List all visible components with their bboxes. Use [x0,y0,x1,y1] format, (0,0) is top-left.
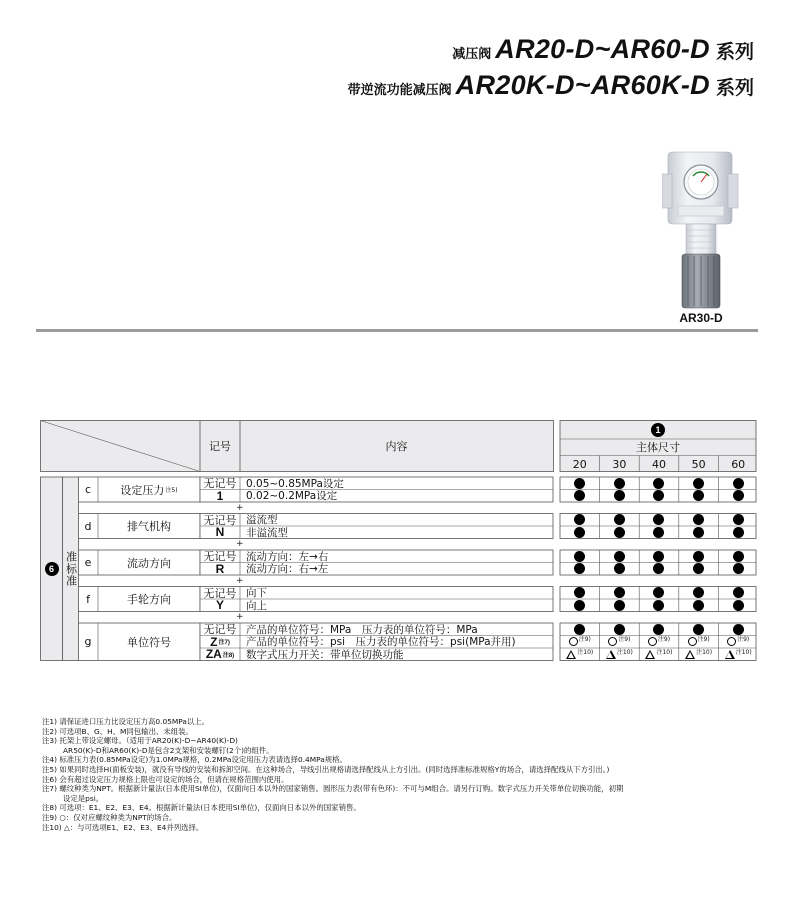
header-size-label: 60 [731,457,746,471]
filled-circle-icon [574,527,585,538]
filled-circle-icon [653,478,664,489]
option-description-text: 流动方向：右→左 [246,563,329,576]
footnote: 注7) 螺纹种类为NPT。根据新计量法(日本使用SI单位)，仅面向日本以外的国家销售。圆形压力表(带有色环)：不可与M组合。请另行订购。数字式压力开关带单位切换功能，初期 [42,784,624,794]
option-symbol-text: 无记号 [203,478,237,491]
option-description-text: 数字式压力开关：带单位切换功能 [246,648,404,661]
option-symbol-text: Z [210,634,218,649]
title-2-model: AR20K-D~AR60K-D [455,70,710,100]
option-symbol [200,490,240,503]
filled-circle-icon [614,527,625,538]
availability-note: 注9) [737,636,750,644]
row-letter-text: c [84,483,92,496]
availability-60 [718,648,758,661]
option-symbol-text: R [215,561,225,576]
row-name-text: 流动方向 [127,556,171,570]
availability-50 [679,563,719,576]
filled-circle-icon [693,490,704,501]
filled-circle-icon [733,563,744,574]
product-image [662,150,740,312]
footnote: 注6) 会有超过设定压力规格上限也可设定的场合，但请在规格范围内使用。 [42,774,289,784]
option-symbol [200,587,240,600]
availability-30 [600,648,640,661]
availability-note: 注9) [657,636,671,644]
title-1-suffix: 系列 [715,41,754,63]
option-symbol [200,550,240,563]
availability-40 [639,563,679,576]
header-size-30 [600,456,640,472]
filled-circle-icon [733,490,744,501]
filled-circle-icon [653,600,664,611]
header-size-label: 40 [651,457,666,471]
availability-60 [718,526,758,539]
footnote: 注2) 可选项B、G、H、M同包输出、未组装。 [42,726,193,736]
availability-50 [679,490,719,503]
filled-circle-icon [614,490,625,501]
option-description-text: 流动方向：左→右 [246,550,329,563]
header-symbol [200,420,240,472]
availability-60 [718,550,758,563]
title-2-suffix: 系列 [715,77,754,99]
filled-circle-icon [733,600,744,611]
footnote: 注5) 如果同时选择H(面板安装)，就没有导线的安装和拆卸空间。在这种场合，导线引出规格请选择配线从上方引出。(同时选择准标准规格Y的场合，请选择配线从下方引出。) [42,764,610,774]
footnote: 注3) 托架上带设定螺母。（适用于AR20(K)-D~AR40(K)-D) [42,736,238,746]
option-symbol-text: 无记号 [203,514,237,527]
filled-circle-icon [693,587,704,598]
row-name-c [98,477,200,502]
open-circle-icon [608,637,617,646]
option-symbol [200,599,240,612]
filled-circle-icon [574,600,585,611]
availability-40 [639,599,679,612]
availability-50 [679,514,719,527]
option-description [240,490,553,503]
row-name-e [98,550,200,575]
filled-circle-icon [653,624,664,635]
row-letter-d [78,514,98,539]
plus-separator: + [236,575,244,586]
availability-note: 注9) [697,636,710,644]
row-letter-text: f [86,592,90,606]
header-size-label: 50 [691,457,706,471]
option-description [240,563,553,576]
footnotes [42,717,758,832]
triangle-icon [606,650,616,659]
filled-circle-icon [574,563,585,574]
row-name-text: 排气机构 [127,520,171,533]
option-symbol-text: 无记号 [203,624,237,637]
filled-circle-icon [733,527,744,538]
plus-separator: + [236,612,244,622]
option-description-text: 0.02~0.2MPa设定 [246,490,338,503]
plus-separator: + [236,502,244,513]
filled-circle-icon [614,563,625,574]
group-label-text: 准标准 [64,550,78,587]
triangle-icon [566,650,576,659]
title-1-model: AR20-D~AR60-D [495,34,710,64]
option-description [240,587,553,600]
availability-20 [560,477,600,490]
availability-note: 注10) [735,648,752,656]
availability-20 [560,587,600,600]
filled-circle-icon [693,527,704,538]
option-description-text: 向下 [246,587,267,600]
footnote: 注1) 请保证进口压力比设定压力高0.05MPa以上。 [42,717,210,726]
header-size-60 [718,456,758,472]
filled-circle-icon [574,478,585,489]
availability-50 [679,550,719,563]
title-line-1 [452,34,754,65]
availability-60 [718,563,758,576]
filled-circle-icon [614,600,625,611]
footnote: AR50(K)-D和AR60(K)-D是包含2支架和安装螺钉(2个)的组件。 [63,745,274,755]
filled-circle-icon [693,478,704,489]
row-name-text: 手轮方向 [127,593,171,606]
row-letter-c [78,477,98,502]
open-circle-icon [648,637,657,646]
open-circle-icon [569,637,578,646]
filled-circle-icon [574,587,585,598]
row-name-note: 注5) [165,487,178,494]
availability-40 [639,648,679,661]
title-2-prefix: 带逆流功能减压阀 [347,83,452,98]
availability-20 [560,563,600,576]
title-1-prefix: 减压阀 [452,47,492,62]
option-symbol-note: 注7) [218,640,230,647]
option-symbol-note: 注8) [222,652,235,659]
filled-circle-icon [733,587,744,598]
option-symbol [200,563,240,576]
option-description [240,648,553,661]
filled-circle-icon [653,563,664,574]
header-content-text: 内容 [385,440,408,453]
availability-20 [560,599,600,612]
triangle-icon [645,650,655,659]
option-symbol [200,623,240,636]
availability-30 [600,563,640,576]
availability-30 [600,526,640,539]
product-caption: AR30-D [679,311,723,325]
header-size-label: 30 [612,457,627,471]
filled-circle-icon [614,514,625,525]
availability-40 [639,490,679,503]
availability-60 [718,490,758,503]
footnote: 注9) ○：仅对应螺纹种类为NPT的场合。 [42,812,177,822]
header-size-40 [639,456,679,472]
option-symbol-text: N [215,525,225,540]
availability-40 [639,587,679,600]
availability-60 [718,587,758,600]
header-size-group-text: 主体尺寸 [636,441,680,454]
option-symbol-text: Y [215,598,224,613]
availability-50 [679,587,719,600]
title-line-2 [348,70,754,101]
filled-circle-icon [653,527,664,538]
availability-50 [679,477,719,490]
row-letter-text: g [84,635,92,649]
availability-30 [600,514,640,527]
footnote: 注4) 标准压力表(0.85MPa设定)为1.0MPa规格，0.2MPa设定用压力表请选择0.4MPa规格。 [42,755,347,765]
open-circle-icon [688,637,697,646]
footnote: 注8) 可选项：E1、E2、E3、E4。根据新计量法(日本使用SI单位)，仅面向日本以外的国家销售。 [42,803,361,813]
header-symbol-text: 记号 [209,440,231,453]
row-letter-e [78,550,98,575]
header-badge [560,421,756,439]
availability-note: 注10) [577,648,594,656]
filled-circle-icon [733,624,744,635]
filled-circle-icon [614,478,625,489]
option-symbol-text: 无记号 [203,551,237,564]
spec-table [40,420,758,716]
filled-circle-icon [693,624,704,635]
option-symbol [200,526,240,539]
option-symbol-text: ZA [205,647,222,662]
header-content [240,420,553,472]
header-size-20 [560,456,600,472]
filled-circle-icon [574,551,585,562]
availability-note: 注10) [616,648,633,656]
open-circle-icon [727,637,736,646]
group-badge [40,477,63,661]
triangle-icon [685,650,695,659]
filled-circle-icon [653,514,664,525]
option-symbol-text: 1 [216,488,224,503]
availability-60 [718,477,758,490]
triangle-icon [725,650,735,659]
row-letter-text: e [84,556,92,569]
row-letter-text: d [84,519,92,533]
option-symbol [200,514,240,527]
filled-circle-icon [653,490,664,501]
option-description [240,599,553,612]
row-letter-f [78,587,98,612]
plus-separator: + [236,539,244,549]
filled-circle-icon [614,624,625,635]
option-description-text: 产品的单位符号：psi 压力表的单位符号：psi(MPa并用) [246,636,516,649]
filled-circle-icon [733,551,744,562]
availability-note: 注9) [578,636,591,644]
availability-40 [639,514,679,527]
availability-30 [600,490,640,503]
section-divider [36,329,758,332]
row-name-text: 单位符号 [127,635,171,649]
availability-20 [560,648,600,661]
availability-30 [600,587,640,600]
filled-circle-icon [733,514,744,525]
availability-60 [718,514,758,527]
availability-40 [639,477,679,490]
option-symbol-text: 无记号 [203,587,237,600]
availability-note: 注10) [656,648,673,656]
availability-60 [718,599,758,612]
filled-circle-icon [574,624,585,635]
filled-circle-icon [574,490,585,501]
filled-circle-icon [653,551,664,562]
row-name-f [98,587,200,612]
option-symbol [200,477,240,490]
group-label [62,477,79,661]
option-description-text: 非溢流型 [246,526,288,539]
row-letter-g [78,623,98,661]
option-description-text: 向上 [246,599,267,612]
filled-circle-icon [693,551,704,562]
availability-30 [600,550,640,563]
availability-30 [600,599,640,612]
filled-circle-icon [653,587,664,598]
group-badge-icon: 6 [45,562,59,576]
row-name-text: 设定压力 [120,483,165,497]
filled-circle-icon [574,514,585,525]
row-name-g [98,623,200,661]
footnote: 注10) △：与可选项E1、E2、E3、E4并列选择。 [42,822,204,832]
row-name-d [98,514,200,539]
availability-20 [560,526,600,539]
header-size-50 [679,456,719,472]
availability-40 [639,526,679,539]
header-size-label: 20 [572,457,587,471]
availability-50 [679,599,719,612]
filled-circle-icon [614,551,625,562]
header-size-group [560,439,756,455]
option-description-text: 溢流型 [246,514,278,527]
availability-30 [600,477,640,490]
availability-note: 注9) [618,636,631,644]
option-symbol [200,648,240,661]
filled-circle-icon [693,600,704,611]
filled-circle-icon [614,587,625,598]
availability-20 [560,490,600,503]
option-description [240,526,553,539]
filled-circle-icon [733,478,744,489]
option-description-text: 0.05~0.85MPa设定 [246,477,344,490]
availability-50 [679,648,719,661]
availability-note: 注10) [696,648,713,656]
availability-20 [560,514,600,527]
option-description-text: 产品的单位符号：MPa 压力表的单位符号：MPa [246,623,478,636]
filled-circle-icon [693,563,704,574]
availability-40 [639,550,679,563]
availability-20 [560,550,600,563]
footnote: 设定是psi。 [63,793,104,803]
filled-circle-icon [693,514,704,525]
header-badge-icon: 1 [651,423,665,437]
availability-50 [679,526,719,539]
option-symbol [200,636,240,649]
